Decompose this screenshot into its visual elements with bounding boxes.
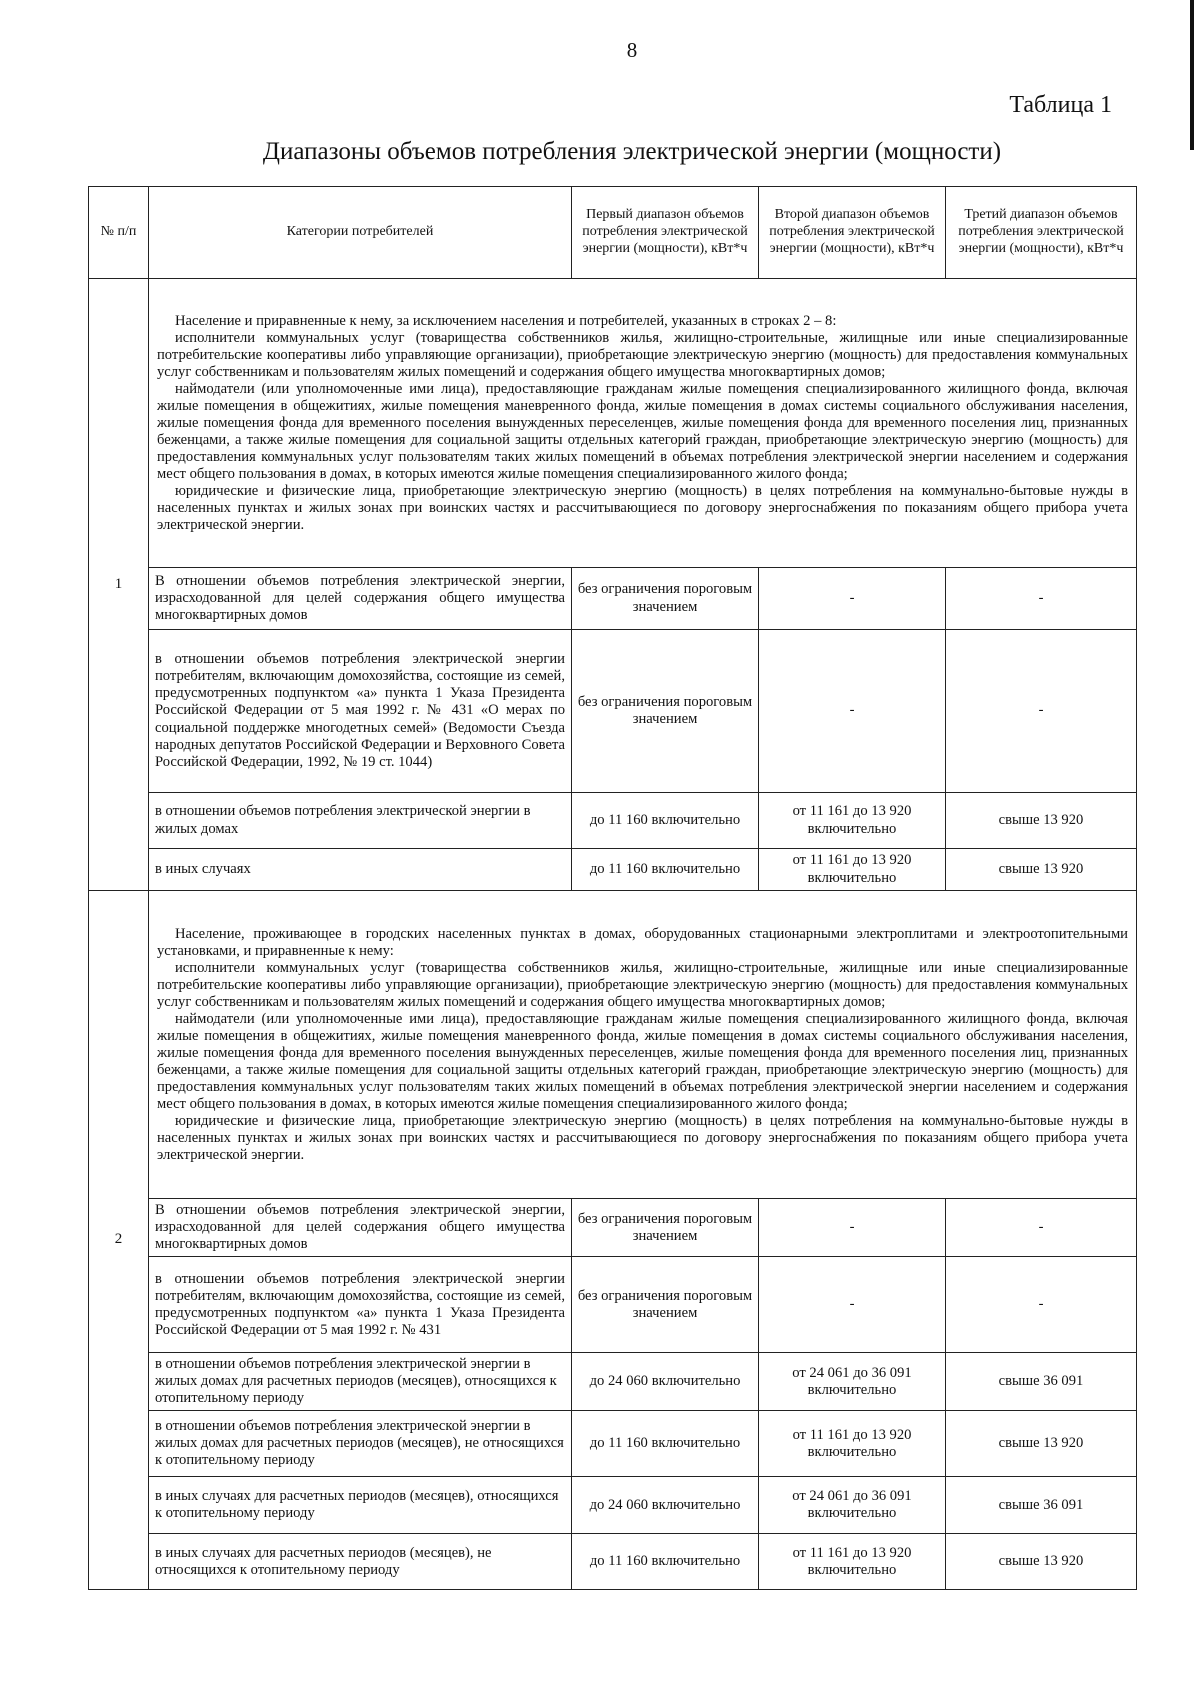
- range-1-cell: до 11 160 включительно: [572, 1411, 759, 1477]
- section-2-desc-line: исполнители коммунальных услуг (товарищества собственников жилья, жилищно-строительные, жилищные или иные специализированные потребительские кооперативы либо управляющие организации), приобретающие электрическую энергию (мощность) для предоставления коммунальных услуг собственникам и пользователям жилых помещений и содержания общего имущества многоквартирных домов;: [157, 959, 1128, 1010]
- range-2-cell: -: [759, 1199, 946, 1257]
- range-3-cell: свыше 36 091: [946, 1477, 1137, 1534]
- range-3-cell: -: [946, 1257, 1137, 1353]
- range-1-cell: без ограничения пороговым значением: [572, 630, 759, 793]
- category-cell: в иных случаях: [149, 849, 572, 891]
- range-2-cell: от 11 161 до 13 920 включительно: [759, 849, 946, 891]
- table-row: [89, 1477, 1137, 1534]
- document-title: Диапазоны объемов потребления электрической энергии (мощности): [262, 138, 1002, 165]
- category-cell: в отношении объемов потребления электрической энергии в жилых домах: [149, 793, 572, 849]
- header-range-2: Второй диапазон объемов потребления электрической энергии (мощности), кВт*ч: [759, 187, 946, 279]
- range-1-cell: без ограничения пороговым значением: [572, 1199, 759, 1257]
- section-2-number: 2: [89, 891, 149, 1590]
- range-3-cell: свыше 13 920: [946, 849, 1137, 891]
- range-2-cell: от 11 161 до 13 920 включительно: [759, 1411, 946, 1477]
- table-row: [89, 793, 1137, 849]
- page-number: 8: [626, 38, 638, 62]
- table-row: [89, 1534, 1137, 1590]
- range-1-cell: до 24 060 включительно: [572, 1477, 759, 1534]
- table-row: [89, 849, 1137, 891]
- range-3-cell: свыше 13 920: [946, 1534, 1137, 1590]
- range-2-cell: от 11 161 до 13 920 включительно: [759, 1534, 946, 1590]
- range-3-cell: -: [946, 630, 1137, 793]
- section-1-desc-line: наймодатели (или уполномоченные ими лица), предоставляющие гражданам жилые помещения специализированного жилищного фонда, включая жилые помещения в общежитиях, жилые помещения маневренного фонда, жилые помещения в домах системы социального обслуживания населения, жилые помещения фонда для временного поселения вынужденных переселенцев, жилые помещения фонда для временного поселения лиц, признанных беженцами, а также жилые помещения для социальной защиты отдельных категорий граждан, приобретающие электрическую энергию (мощность) для предоставления коммунальных услуг пользователям таких жилых помещений в объемах потребления электрической энергии населением и содержания мест общего пользования в домах, в которых имеются жилые помещения специализированного жилого фонда;: [157, 380, 1128, 483]
- section-2-desc-line: юридические и физические лица, приобретающие электрическую энергию (мощность) в целях потребления на коммунально-бытовые нужды в населенных пунктах и жилых зонах при воинских частях и рассчитывающиеся по договору энергоснабжения по показаниям общего прибора учета электрической энергии.: [157, 1113, 1128, 1164]
- table-row: [89, 630, 1137, 793]
- range-3-cell: свыше 13 920: [946, 1411, 1137, 1477]
- table-label: Таблица 1: [1009, 92, 1112, 118]
- section-1-number: 1: [89, 279, 149, 891]
- header-num: № п/п: [89, 187, 149, 279]
- table-row: [89, 1199, 1137, 1257]
- section-1-description: [149, 279, 1137, 568]
- section-1-desc-line: юридические и физические лица, приобретающие электрическую энергию (мощность) в целях потребления на коммунально-бытовые нужды в населенных пунктах и жилых зонах при воинских частях и рассчитывающиеся по договору энергоснабжения по показаниям общего прибора учета электрической энергии.: [157, 483, 1128, 534]
- range-3-cell: -: [946, 568, 1137, 630]
- category-cell: в отношении объемов потребления электрической энергии потребителям, включающим домохозяйства, состоящие из семей, предусмотренных подпунктом «а» пункта 1 Указа Президента Российской Федерации от 5 мая 1992 г. № 431 «О мерах по социальной поддержке многодетных семей» (Ведомости Съезда народных депутатов Российской Федерации и Верховного Совета Российской Федерации, 1992, № 19 ст. 1044): [149, 630, 572, 793]
- table-row: [89, 1411, 1137, 1477]
- section-2-description: [149, 891, 1137, 1199]
- range-2-cell: -: [759, 1257, 946, 1353]
- range-3-cell: свыше 36 091: [946, 1353, 1137, 1411]
- range-3-cell: свыше 13 920: [946, 793, 1137, 849]
- category-cell: В отношении объемов потребления электрической энергии, израсходованной для целей содержания общего имущества многоквартирных домов: [149, 1199, 572, 1257]
- range-2-cell: от 24 061 до 36 091 включительно: [759, 1353, 946, 1411]
- header-range-1: Первый диапазон объемов потребления электрической энергии (мощности), кВт*ч: [572, 187, 759, 279]
- range-2-cell: от 11 161 до 13 920 включительно: [759, 793, 946, 849]
- section-2-description-row: [89, 891, 1137, 1199]
- category-cell: в отношении объемов потребления электрической энергии потребителям, включающим домохозяйства, состоящие из семей, предусмотренных подпунктом «а» пункта 1 Указа Президента Российской Федерации от 5 мая 1992 г. № 431: [149, 1257, 572, 1353]
- consumption-ranges-table: [88, 186, 1137, 1590]
- header-range-3: Третий диапазон объемов потребления электрической энергии (мощности), кВт*ч: [946, 187, 1137, 279]
- range-1-cell: без ограничения пороговым значением: [572, 1257, 759, 1353]
- range-1-cell: без ограничения пороговым значением: [572, 568, 759, 630]
- section-2-desc-line: наймодатели (или уполномоченные ими лица), предоставляющие гражданам жилые помещения специализированного жилищного фонда, включая жилые помещения в общежитиях, жилые помещения маневренного фонда, жилые помещения в домах системы социального обслуживания населения, жилые помещения фонда для временного поселения вынужденных переселенцев, жилые помещения фонда для временного поселения лиц, признанных беженцами, а также жилые помещения для социальной защиты отдельных категорий граждан, приобретающие электрическую энергию (мощность) для предоставления коммунальных услуг пользователям таких жилых помещений в объемах потребления электрической энергии населением и содержания мест общего пользования в домах, в которых имеются жилые помещения специализированного жилого фонда;: [157, 1010, 1128, 1113]
- header-category: Категории потребителей: [149, 187, 572, 279]
- table-row: [89, 568, 1137, 630]
- range-2-cell: от 24 061 до 36 091 включительно: [759, 1477, 946, 1534]
- category-cell: в иных случаях для расчетных периодов (месяцев), не относящихся к отопительному периоду: [149, 1534, 572, 1590]
- category-cell: в отношении объемов потребления электрической энергии в жилых домах для расчетных периодов (месяцев), относящихся к отопительному периоду: [149, 1353, 572, 1411]
- section-2-desc-line: Население, проживающее в городских населенных пунктах в домах, оборудованных стационарными электроплитами и электроотопительными установками, и приравненные к нему:: [157, 925, 1128, 959]
- section-1-description-row: [89, 279, 1137, 568]
- section-1-desc-line: Население и приравненные к нему, за исключением населения и потребителей, указанных в строках 2 – 8:: [175, 312, 837, 329]
- range-1-cell: до 24 060 включительно: [572, 1353, 759, 1411]
- table-row: [89, 1353, 1137, 1411]
- range-1-cell: до 11 160 включительно: [572, 793, 759, 849]
- category-cell: В отношении объемов потребления электрической энергии, израсходованной для целей содержания общего имущества многоквартирных домов: [149, 568, 572, 630]
- range-2-cell: -: [759, 630, 946, 793]
- table-row: [89, 1257, 1137, 1353]
- range-1-cell: до 11 160 включительно: [572, 1534, 759, 1590]
- category-cell: в иных случаях для расчетных периодов (месяцев), относящихся к отопительному периоду: [149, 1477, 572, 1534]
- scan-edge-line: [1190, 0, 1194, 150]
- range-3-cell: -: [946, 1199, 1137, 1257]
- range-1-cell: до 11 160 включительно: [572, 849, 759, 891]
- table-header-row: [89, 187, 1137, 279]
- section-1-desc-line: исполнители коммунальных услуг (товарищества собственников жилья, жилищно-строительные, жилищные или иные специализированные потребительские кооперативы либо управляющие организации), приобретающие электрическую энергию (мощность) для предоставления коммунальных услуг собственникам и пользователям жилых помещений и содержания общего имущества многоквартирных домов;: [157, 329, 1128, 380]
- range-2-cell: -: [759, 568, 946, 630]
- category-cell: в отношении объемов потребления электрической энергии в жилых домах для расчетных периодов (месяцев), не относящихся к отопительному периоду: [149, 1411, 572, 1477]
